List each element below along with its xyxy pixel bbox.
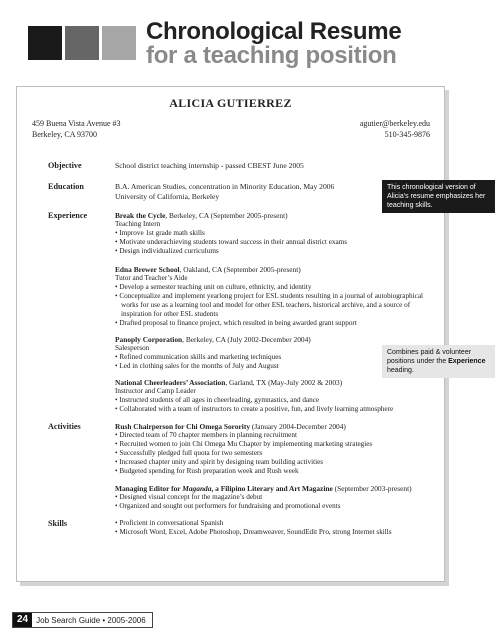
education-school: University of California, Berkeley [115, 192, 220, 201]
sidenote-emphasis: Experience [448, 358, 486, 365]
page-footer [12, 612, 153, 628]
experience-label: Experience [48, 211, 88, 220]
bullet: • Drafted proposal to finance project, which resulted in being awarded grant support [115, 319, 357, 327]
bullet: • Motivate underachieving students toward success in their annual district exams [115, 238, 348, 246]
bullet: • Develop a semester teaching unit on culture, ethnicity, and identity [115, 283, 312, 291]
experience-entry [115, 378, 435, 414]
skills-block [115, 519, 435, 537]
header-square-dark [28, 26, 62, 60]
address-block [32, 118, 121, 140]
entry-details: (September 2003-present) [332, 484, 412, 493]
bullet: • Instructed students of all ages in cheerleading, gymnastics, and dance [115, 396, 320, 404]
bullet: • Successfully pledged full quota for two semesters [115, 449, 263, 457]
sidenote-text: Combines paid & volunteer positions under the [387, 349, 472, 365]
header-square-light [102, 26, 136, 60]
bullet: • Designed visual concept for the magazine’s debut [115, 493, 263, 501]
entry-details: (January 2004-December 2004) [250, 422, 346, 431]
entry-details: , Berkeley, CA (September 2005-present) [165, 211, 288, 220]
bullet: • Conceptualize and implement yearlong project for ESL students resulting in a journal of autobiographical [115, 292, 424, 300]
entry-org: Managing Editor for [115, 484, 183, 493]
page-subtitle: for a teaching position [146, 42, 397, 69]
email: agutier@berkeley.edu [359, 119, 430, 128]
magazine-title: Maganda [182, 484, 212, 493]
page-number: 24 [13, 613, 32, 627]
entry-role: Instructor and Camp Leader [115, 387, 196, 395]
experience-entry [115, 211, 435, 256]
bullet: • Led in clothing sales for the months of July and August [115, 362, 279, 370]
bullet: • Microsoft Word, Excel, Adobe Photoshop, Dreamweaver, SoundEdit Pro, strong Internet skills [115, 528, 392, 536]
sidenote-teaching: This chronological version of Alicia’s resume emphasizes her teaching skills. [382, 180, 495, 213]
entry-details: , Garland, TX (May-July 2002 & 2003) [225, 378, 343, 387]
entry-details: , Berkeley, CA (July 2002-December 2004) [182, 335, 311, 344]
experience-entry [115, 265, 435, 328]
entry-role: Tutor and Teacher’s Aide [115, 274, 188, 282]
sidenote-experience [382, 345, 495, 378]
objective-text: School district teaching internship - passed CBEST June 2005 [115, 161, 304, 170]
entry-role: Salesperson [115, 344, 150, 352]
footer-text: Job Search Guide • 2005-2006 [36, 615, 146, 625]
bullet: • Collaborated with a team of instructors to create a positive, fun, and lively learning atmosphere [115, 405, 394, 413]
bullet: • Recruited women to join Chi Omega Mu Chapter by implementing marketing strategies [115, 440, 373, 448]
bullet: • Design individualized curriculums [115, 247, 219, 255]
entry-org: National Cheerleaders’ Association [115, 378, 226, 387]
phone: 510-345-9876 [384, 130, 430, 139]
entry-details: , Oakland, CA (September 2005-present) [179, 265, 301, 274]
header-square-mid [65, 26, 99, 60]
entry-role: Teaching Intern [115, 220, 161, 228]
objective-label: Objective [48, 161, 82, 170]
activity-entry [115, 484, 435, 511]
entry-org-suffix: , a Filipino Literary and Art Magazine [211, 484, 333, 493]
resume-sheet [16, 86, 445, 582]
bullet: • Proficient in conversational Spanish [115, 519, 224, 527]
resume-name: ALICIA GUTIERREZ [169, 96, 292, 110]
address-line1: 459 Buena Vista Avenue #3 [32, 119, 121, 128]
bullet-continuation: works for use as a learning tool and model for other ESL teachers, historical archive, and a source of [121, 301, 411, 309]
bullet: • Budgeted spending for Rush preparation week and Rush week [115, 467, 299, 475]
entry-org: Panoply Corporation [115, 335, 183, 344]
bullet: • Increased chapter unity and spirit by designing team building activities [115, 458, 324, 466]
bullet: • Improve 1st grade math skills [115, 229, 205, 237]
bullet: • Directed team of 70 chapter members in planning recruitment [115, 431, 297, 439]
activity-entry [115, 422, 435, 476]
page-title: Chronological Resume [146, 18, 402, 45]
entry-org: Edna Brewer School [115, 265, 180, 274]
contact-block [360, 118, 430, 140]
entry-org: Break the Cycle [115, 211, 166, 220]
education-degree: B.A. American Studies, concentration in Minority Education, May 2006 [115, 182, 335, 191]
entry-org: Rush Chairperson for Chi Omega Sorority [115, 422, 251, 431]
bullet-continuation: inspiration for other ESL students [121, 310, 219, 318]
sidenote-text-end: heading. [387, 367, 414, 374]
activities-label: Activities [48, 422, 81, 431]
skills-label: Skills [48, 519, 68, 528]
bullet: • Refined communication skills and marketing techniques [115, 353, 282, 361]
address-line2: Berkeley, CA 93700 [32, 130, 98, 139]
education-label: Education [48, 182, 84, 191]
bullet: • Organized and sought out performers for fundraising and promotional events [115, 502, 341, 510]
